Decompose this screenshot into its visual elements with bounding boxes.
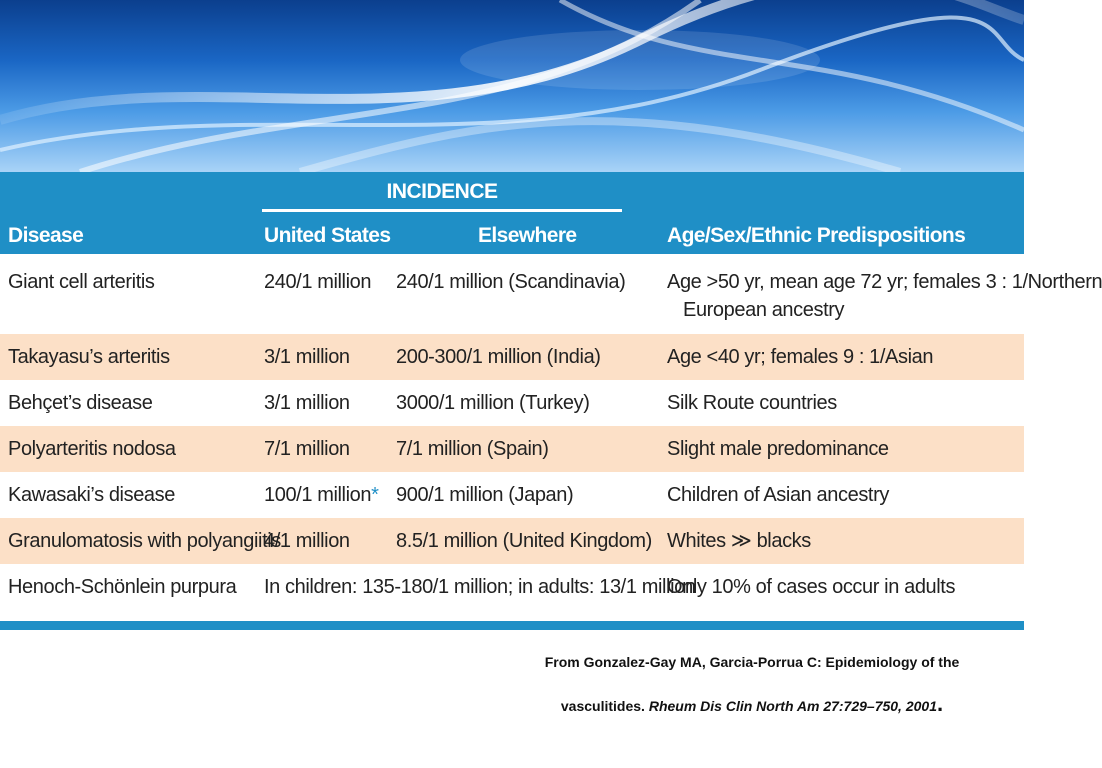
incidence-group-rule <box>262 209 622 212</box>
table-row <box>0 472 1024 518</box>
citation-journal: Rheum Dis Clin North Am 27:729–750, 2001 <box>648 698 937 714</box>
table-row <box>0 518 1024 564</box>
decorative-banner <box>0 0 1024 172</box>
cell-disease: Giant cell arteritis <box>8 271 155 293</box>
cell-combined-incidence: In children: 135-180/1 million; in adults: 13/1 million <box>264 576 696 598</box>
citation-line-1: From Gonzalez-Gay MA, Garcia-Porrua C: Epidemiology of the <box>544 654 960 670</box>
cell-predisposition: Whites ≫ blacks <box>667 530 811 552</box>
cell-elsewhere-incidence: 240/1 million (Scandinavia) <box>396 271 626 293</box>
citation-period: . <box>936 691 944 716</box>
cell-disease: Takayasu’s arteritis <box>8 346 170 368</box>
cell-predisposition: Slight male predominance <box>667 438 889 460</box>
cell-elsewhere-incidence: 7/1 million (Spain) <box>396 438 549 460</box>
cell-predisposition: Only 10% of cases occur in adults <box>667 576 956 598</box>
table-row <box>0 334 1024 380</box>
incidence-group-header: INCIDENCE <box>386 180 498 203</box>
cell-disease: Behçet’s disease <box>8 392 153 414</box>
cell-predisposition <box>667 268 1102 324</box>
incidence-table <box>0 172 1102 630</box>
table-row <box>0 380 1024 426</box>
cell-us-incidence <box>264 481 378 509</box>
footnote-asterisk: * <box>371 484 379 506</box>
cell-us-incidence: 3/1 million <box>264 346 350 368</box>
table-row <box>0 426 1024 472</box>
citation-line-2 <box>480 692 1024 718</box>
cell-elsewhere-incidence: 8.5/1 million (United Kingdom) <box>396 530 652 552</box>
header-elsewhere: Elsewhere <box>478 224 577 247</box>
table-header <box>0 172 1024 254</box>
header-united-states: United States <box>264 224 391 247</box>
cell-disease: Granulomatosis with polyangiitis <box>8 530 281 552</box>
cell-predisposition: Silk Route countries <box>667 392 837 414</box>
cell-disease: Kawasaki’s disease <box>8 484 175 506</box>
cell-us-incidence: 3/1 million <box>264 392 350 414</box>
table-row <box>0 254 1102 334</box>
cell-elsewhere-incidence: 3000/1 million (Turkey) <box>396 392 590 414</box>
cell-disease: Polyarteritis nodosa <box>8 438 176 460</box>
cell-predisposition: Children of Asian ancestry <box>667 484 889 506</box>
citation-plain: vasculitides. <box>560 698 649 714</box>
cell-disease: Henoch-Schönlein purpura <box>8 576 237 598</box>
cell-elsewhere-incidence: 900/1 million (Japan) <box>396 484 574 506</box>
cell-elsewhere-incidence: 200-300/1 million (India) <box>396 346 601 368</box>
predisposition-line-1: Age >50 yr, mean age 72 yr; females 3 : 1/Northern <box>667 271 1102 293</box>
table-bottom-rule <box>0 621 1024 630</box>
blue-swirl-background <box>0 0 1024 172</box>
table-row <box>0 564 1024 612</box>
cell-predisposition: Age <40 yr; females 9 : 1/Asian <box>667 346 934 368</box>
us-incidence-value: 100/1 million <box>264 484 372 506</box>
citation-caption <box>480 650 1024 718</box>
cell-us-incidence: 7/1 million <box>264 438 350 460</box>
predisposition-line-2: European ancestry <box>683 299 845 321</box>
header-predispositions: Age/Sex/Ethnic Predispositions <box>667 224 966 247</box>
header-disease: Disease <box>8 224 84 247</box>
cell-us-incidence: 240/1 million <box>264 271 372 293</box>
cell-us-incidence: 4/1 million <box>264 530 350 552</box>
